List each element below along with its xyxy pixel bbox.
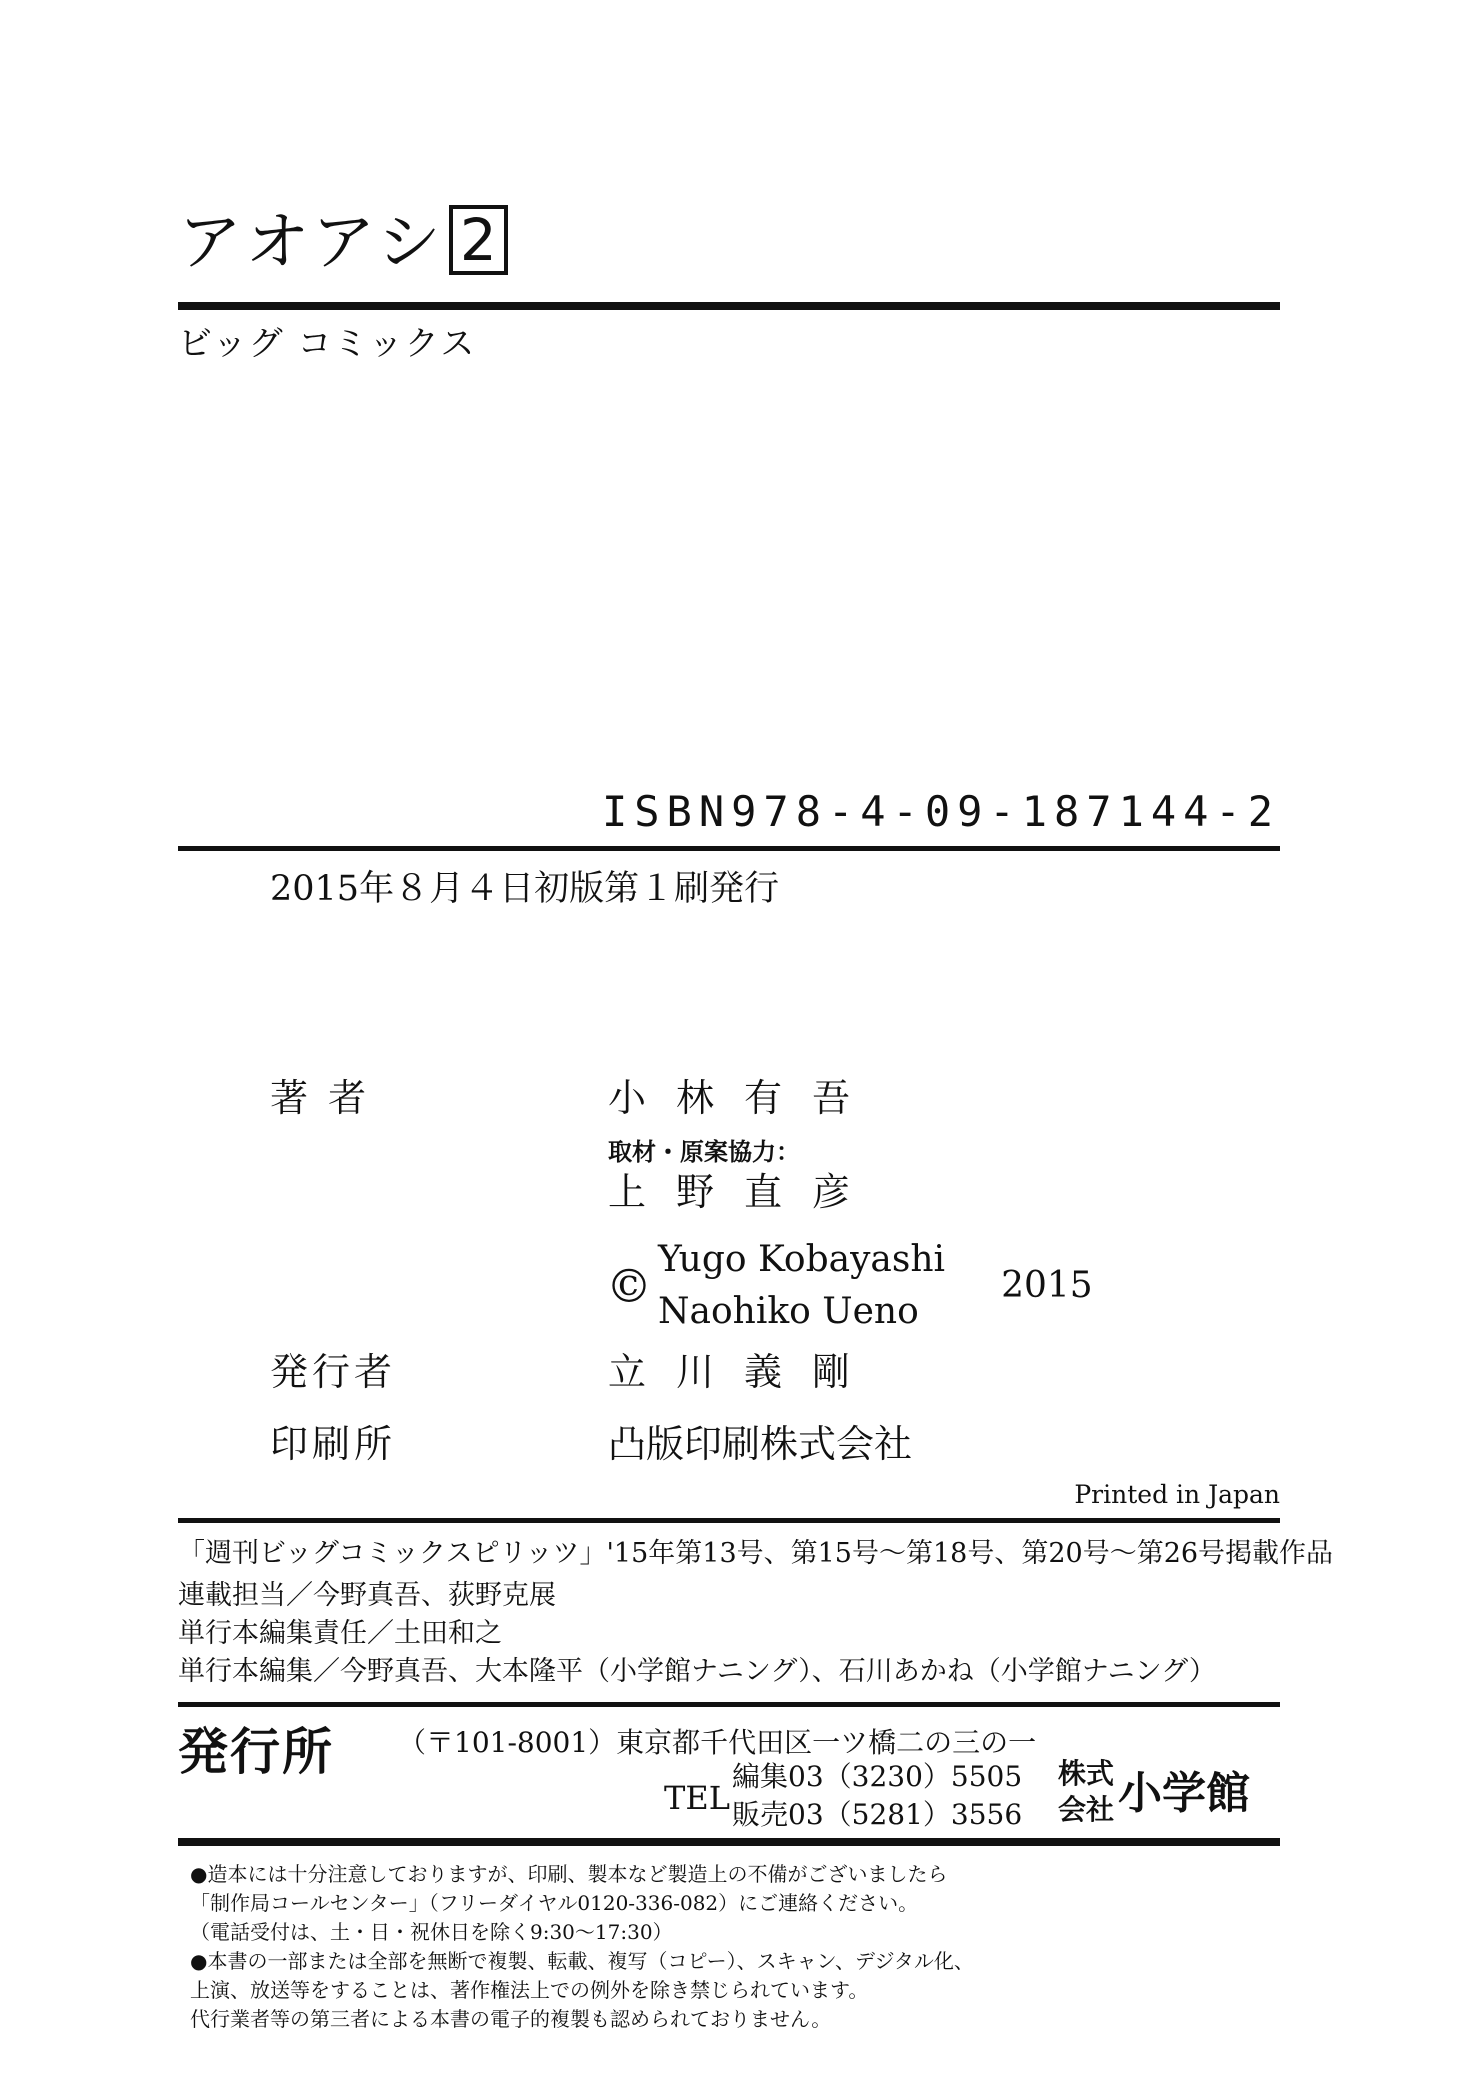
credits-rule [178,1518,1280,1523]
consult-name: 上野直彦 [608,1170,881,1214]
copyright-symbol: © [606,1259,652,1313]
tel-label: TEL [664,1779,730,1817]
notice-line: （電話受付は、土・日・祝休日を除く9:30〜17:30） [190,1920,673,1944]
publisher-rule [178,1838,1280,1846]
printed-in: Printed in Japan [1074,1480,1280,1509]
tel-editorial: 編集03（3230）5505 [732,1760,1023,1793]
tel-sales: 販売03（5281）3556 [732,1798,1023,1831]
printer-name: 凸版印刷株式会社 [608,1422,913,1466]
kabu-line-1: 株式 [1058,1757,1115,1790]
publisher-name: 立川義剛 [608,1350,881,1394]
notice-line: ●造本には十分注意しておりますが、印刷、製本など製造上の不備がございましたら [190,1862,948,1886]
notice-line: ●本書の一部または全部を無断で複製、転載、複写（コピー）、スキャン、デジタル化、 [190,1949,974,1973]
notice-line: 「制作局コールセンター」（フリーダイヤル0120-336-082）にご連絡ください。 [190,1891,919,1915]
serial-editor: 連載担当／今野真吾、荻野克展 [178,1580,556,1611]
serialization-rule [178,1702,1280,1707]
copyright-holders [658,1234,945,1338]
notice-line: 上演、放送等をすることは、著作権法上での例外を除き禁じられています。 [190,1978,869,2002]
copyright-year: 2015 [1001,1265,1093,1306]
book-title [178,200,508,286]
serialization-note: 「週刊ビッグコミックスピリッツ」'15年第13号、第15号〜第18号、第20号〜第26号掲載作品 [178,1538,1334,1569]
corporation-mark [1058,1756,1114,1828]
notice-line: 代行業者等の第三者による本書の電子的複製も認められておりません。 [190,2007,832,2031]
title-rule [178,302,1280,310]
isbn-rule [178,846,1280,851]
author-role: 著 者 [270,1076,371,1120]
tel-numbers [732,1758,1022,1834]
copyright-holder-2: Naohiko Ueno [658,1291,919,1332]
printer-role: 印刷所 [270,1422,397,1466]
isbn: ISBN978-4-09-187144-2 [601,787,1280,836]
volume-editors: 単行本編集／今野真吾、大本隆平（小学館ナニング）、石川あかね（小学館ナニング） [178,1656,1216,1687]
consult-label: 取材・原案協力： [608,1137,800,1166]
volume-number: 2 [449,205,508,275]
copyright-block [606,1234,1093,1338]
publisher-address: （〒101-8001）東京都千代田区一ツ橋二の三の一 [398,1726,1037,1759]
publication-date: 2015年８月４日初版第１刷発行 [270,869,780,909]
copyright-holder-1: Yugo Kobayashi [658,1239,946,1280]
legal-notices [190,1860,974,2034]
author-name: 小林有吾 [608,1076,881,1120]
volume-editor-chief: 単行本編集責任／土田和之 [178,1618,502,1649]
title-text: アオアシ [178,206,445,280]
publisher-name-logo: 小学館 [1118,1768,1250,1819]
imprint-label: ビッグ コミックス [178,324,477,364]
publisher-role: 発行者 [270,1350,397,1394]
kabu-line-2: 会社 [1058,1793,1115,1826]
publisher-label: 発行所 [178,1723,334,1781]
